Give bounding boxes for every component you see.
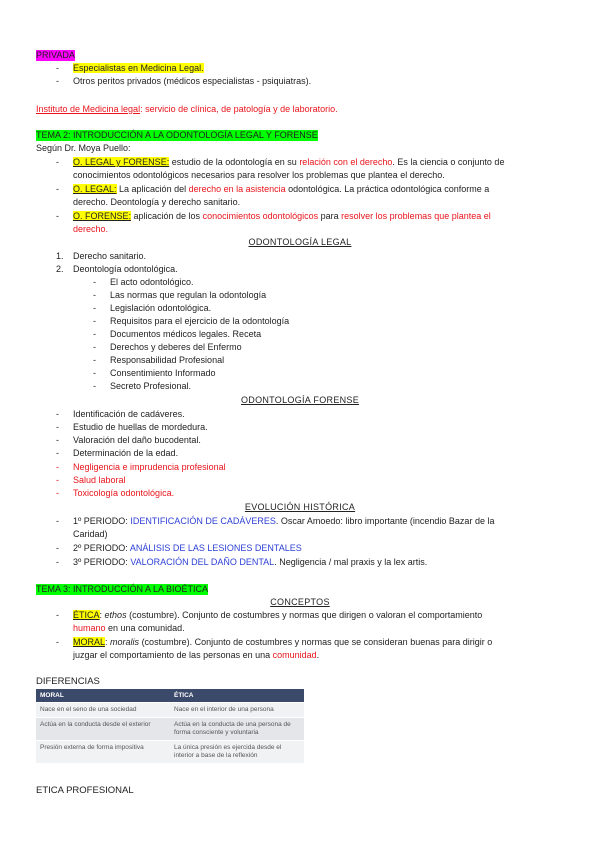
period-line: 1º PERIODO: IDENTIFICACIÓN DE CADÁVERES. Oscar Amoedo: libro importante (incendio Bazar de la bbox=[73, 516, 495, 526]
table-cell: Actúa en la conducta de una persona de forma consciente y voluntaria bbox=[170, 718, 304, 741]
instituto-link: Instituto de Medicina legal bbox=[36, 104, 141, 114]
definition-line: humano en una comunidad. bbox=[73, 623, 185, 633]
bullet: - bbox=[56, 422, 59, 432]
sub-item: Responsabilidad Profesional bbox=[110, 355, 225, 365]
table-header-row bbox=[36, 689, 304, 703]
sub-item: El acto odontológico. bbox=[110, 277, 194, 287]
definition-line: derecho. bbox=[73, 224, 109, 234]
bullet: - bbox=[56, 462, 59, 472]
bullet: - bbox=[56, 409, 59, 419]
bullet: - bbox=[56, 211, 59, 221]
sub-item: Secreto Profesional. bbox=[110, 381, 192, 391]
definition-line: MORAL: moralis (costumbre). Conjunto de costumbres y normas que se consideran buenas para dirigir o bbox=[73, 637, 493, 647]
table-row bbox=[36, 703, 304, 718]
table-header: MORAL bbox=[36, 689, 170, 703]
etica-profesional-title: ETICA PROFESIONAL bbox=[36, 785, 134, 796]
bullet: - bbox=[56, 448, 59, 458]
definition-line: O. LEGAL y FORENSE: estudio de la odontología en su relación con el derecho. Es la ciencia o conjunto de bbox=[73, 157, 505, 167]
bullet: - bbox=[56, 475, 59, 485]
privada-heading: PRIVADA bbox=[36, 50, 75, 60]
bullet: - bbox=[93, 290, 96, 300]
bullet: - bbox=[93, 316, 96, 326]
table-row bbox=[36, 741, 304, 764]
tema3-heading: TEMA 3: INTRODUCCIÓN A LA BIOÉTICA bbox=[36, 584, 209, 594]
bullet: - bbox=[56, 184, 59, 194]
period-line: 3º PERIODO: VALORACIÓN DEL DAÑO DENTAL. Negligencia / mal praxis y la lex artis. bbox=[73, 557, 428, 567]
sub-item: Documentos médicos legales. Receta bbox=[110, 329, 262, 339]
list-number: 2. bbox=[56, 264, 64, 274]
table-cell: Actúa en la conducta desde el exterior bbox=[36, 718, 170, 741]
bullet: - bbox=[56, 543, 59, 553]
list-item: Estudio de huellas de mordedura. bbox=[73, 422, 208, 432]
definition-line: ÉTICA: ethos (costumbre). Conjunto de costumbres y normas que dirigen o valoran el comportamiento bbox=[73, 610, 483, 620]
bullet: - bbox=[93, 277, 96, 287]
bullet: - bbox=[93, 355, 96, 365]
definition-line: O. FORENSE: aplicación de los conocimientos odontológicos para resolver los problemas que plantea el bbox=[73, 211, 491, 221]
section-title: EVOLUCIÓN HISTÓRICA bbox=[244, 502, 356, 512]
bullet: - bbox=[56, 76, 59, 86]
differences-table bbox=[36, 689, 304, 763]
instituto-line: Instituto de Medicina legal: servicio de clínica, de patología y de laboratorio. bbox=[36, 104, 338, 114]
period-line: 2º PERIODO: ANÁLISIS DE LAS LESIONES DENTALES bbox=[73, 543, 302, 553]
definition-line: juzgar el comportamiento de las personas en una comunidad. bbox=[73, 650, 320, 660]
table-cell: La única presión es ejercida desde el interior a base de la reflexión bbox=[170, 741, 304, 764]
bullet: - bbox=[93, 329, 96, 339]
table-row bbox=[36, 718, 304, 741]
definition-line: conocimientos odontológicos necesarios para resolver los problemas que plantea el derecho. bbox=[73, 170, 445, 180]
definition-line: O. LEGAL: La aplicación del derecho en la asistencia odontológica. La práctica odontológica conforme a bbox=[73, 184, 490, 194]
section-title: ODONTOLOGÍA LEGAL bbox=[248, 237, 352, 247]
sub-item: Legislación odontológica. bbox=[110, 303, 212, 313]
list-item: Identificación de cadáveres. bbox=[73, 409, 185, 419]
bullet: - bbox=[56, 435, 59, 445]
list-item: Especialistas en Medicina Legal. bbox=[73, 63, 204, 73]
bullet: - bbox=[93, 303, 96, 313]
table-cell: Nace en el interior de una persona bbox=[170, 703, 304, 718]
bullet: - bbox=[56, 610, 59, 620]
sub-item: Requisitos para el ejercicio de la odontología bbox=[110, 316, 290, 326]
list-item: Derecho sanitario. bbox=[73, 251, 147, 261]
tema2-heading: TEMA 2: INTRODUCCIÓN A LA ODONTOLOGÍA LEGAL Y FORENSE bbox=[36, 130, 318, 140]
table-cell: Nace en el seno de una sociedad bbox=[36, 703, 170, 718]
table-cell: Presión externa de forma impositiva bbox=[36, 741, 170, 764]
bullet: - bbox=[56, 637, 59, 647]
list-item: Salud laboral bbox=[73, 475, 126, 485]
bullet: - bbox=[56, 157, 59, 167]
bullet: - bbox=[93, 342, 96, 352]
bullet: - bbox=[93, 381, 96, 391]
list-number: 1. bbox=[56, 251, 64, 261]
section-title: ODONTOLOGÍA FORENSE bbox=[240, 395, 360, 405]
list-item: Negligencia e imprudencia profesional bbox=[73, 462, 226, 472]
list-item: Toxicología odontológica. bbox=[73, 488, 175, 498]
sub-item: Consentimiento Informado bbox=[110, 368, 216, 378]
definition-line: derecho. Deontología y derecho sanitario. bbox=[73, 197, 241, 207]
bullet: - bbox=[93, 368, 96, 378]
sub-item: Las normas que regulan la odontología bbox=[110, 290, 267, 300]
bullet: - bbox=[56, 488, 59, 498]
list-item: Deontología odontológica. bbox=[73, 264, 178, 274]
section-title: CONCEPTOS bbox=[270, 597, 330, 607]
bullet: - bbox=[56, 63, 59, 73]
table-header: ÉTICA bbox=[170, 689, 304, 703]
list-item: Valoración del daño bucodental. bbox=[73, 435, 201, 445]
bullet: - bbox=[56, 557, 59, 567]
period-line: Caridad) bbox=[73, 529, 108, 539]
bullet: - bbox=[56, 516, 59, 526]
list-item: Determinación de la edad. bbox=[73, 448, 179, 458]
diferencias-title: DIFERENCIAS bbox=[36, 676, 100, 687]
author-line: Según Dr. Moya Puello: bbox=[36, 143, 131, 153]
sub-item: Derechos y deberes del Enfermo bbox=[110, 342, 242, 352]
list-item: Otros peritos privados (médicos especialistas - psiquiatras). bbox=[73, 76, 312, 86]
